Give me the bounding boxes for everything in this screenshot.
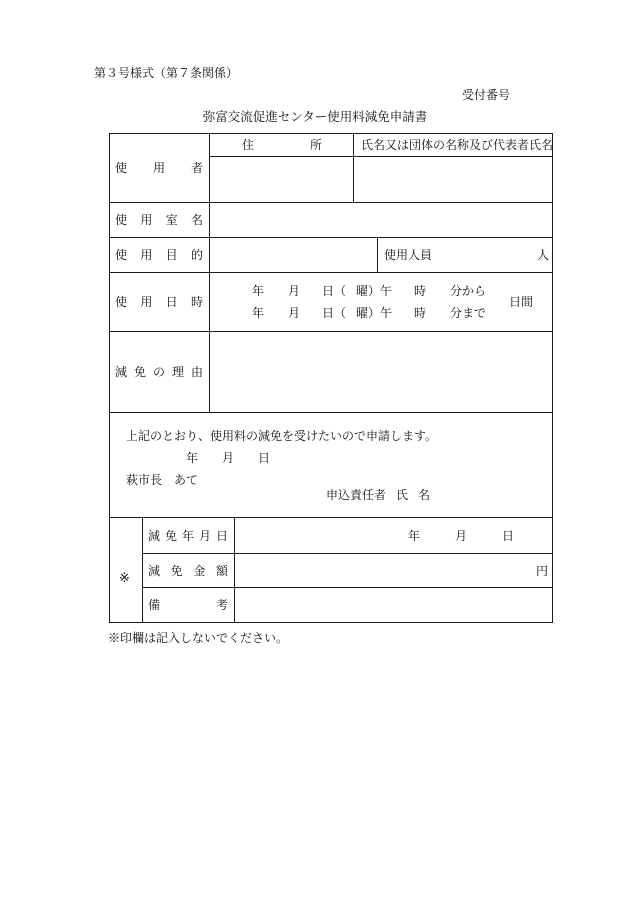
name-header: 氏名又は団体の名称及び代表者氏名 bbox=[361, 138, 554, 152]
row-divider-reason bbox=[109, 412, 553, 413]
amount-unit: 円 bbox=[536, 564, 549, 578]
remarks-label: 備 考 bbox=[148, 598, 228, 612]
table-border-top bbox=[109, 133, 553, 134]
office-divider-2 bbox=[142, 587, 553, 588]
table-border-right bbox=[552, 133, 553, 623]
datetime-days-label: 日間 bbox=[509, 295, 534, 309]
office-mark-divider bbox=[142, 517, 143, 623]
purpose-people-divider bbox=[377, 237, 378, 273]
table-border-left bbox=[109, 133, 110, 623]
form-number: 第３号様式（第７条関係） bbox=[94, 66, 239, 80]
row-divider-room bbox=[109, 237, 553, 238]
room-label: 使 用 室 名 bbox=[115, 213, 203, 227]
receipt-number-label: 受付番号 bbox=[462, 88, 511, 102]
address-header: 住 所 bbox=[242, 138, 322, 152]
room-field[interactable] bbox=[211, 204, 551, 236]
reason-field[interactable] bbox=[211, 333, 551, 411]
people-unit: 人 bbox=[537, 248, 550, 262]
address-name-divider bbox=[353, 133, 354, 203]
user-subheader-line bbox=[209, 156, 553, 157]
row-divider-purpose bbox=[109, 272, 553, 273]
declaration-statement: 上記のとおり、使用料の減免を受けたいので申請します。 bbox=[126, 429, 438, 443]
row-divider-declaration bbox=[109, 517, 553, 518]
purpose-field[interactable] bbox=[211, 239, 376, 271]
label-column-divider bbox=[209, 133, 210, 413]
reason-label: 減 免 の 理 由 bbox=[115, 365, 203, 379]
applicant-name-label: 氏 名 bbox=[396, 488, 430, 502]
table-border-bottom bbox=[109, 622, 553, 623]
people-count-field[interactable] bbox=[440, 239, 534, 271]
user-label: 使 用 者 bbox=[115, 161, 203, 175]
office-label-divider bbox=[234, 517, 235, 623]
document-title: 弥富交流促進センター使用料減免申請書 bbox=[202, 109, 428, 124]
footnote: ※印欄は記入しないでください。 bbox=[108, 631, 289, 645]
applicant-label: 申込責任者 bbox=[326, 488, 387, 502]
office-use-mark: ※ bbox=[119, 571, 130, 586]
addressee: 萩市長 あて bbox=[126, 473, 199, 487]
row-divider-user bbox=[109, 202, 553, 203]
row-divider-datetime bbox=[109, 331, 553, 332]
office-divider-1 bbox=[142, 553, 553, 554]
purpose-label: 使 用 目 的 bbox=[115, 248, 203, 262]
people-label: 使用人員 bbox=[384, 248, 433, 262]
address-field[interactable] bbox=[211, 158, 352, 201]
reduction-amount-label: 減 免 金 額 bbox=[148, 564, 228, 578]
datetime-label: 使 用 日 時 bbox=[115, 295, 203, 309]
reduction-date-label: 減 免 年 月 日 bbox=[148, 529, 228, 543]
name-field[interactable] bbox=[355, 158, 551, 201]
